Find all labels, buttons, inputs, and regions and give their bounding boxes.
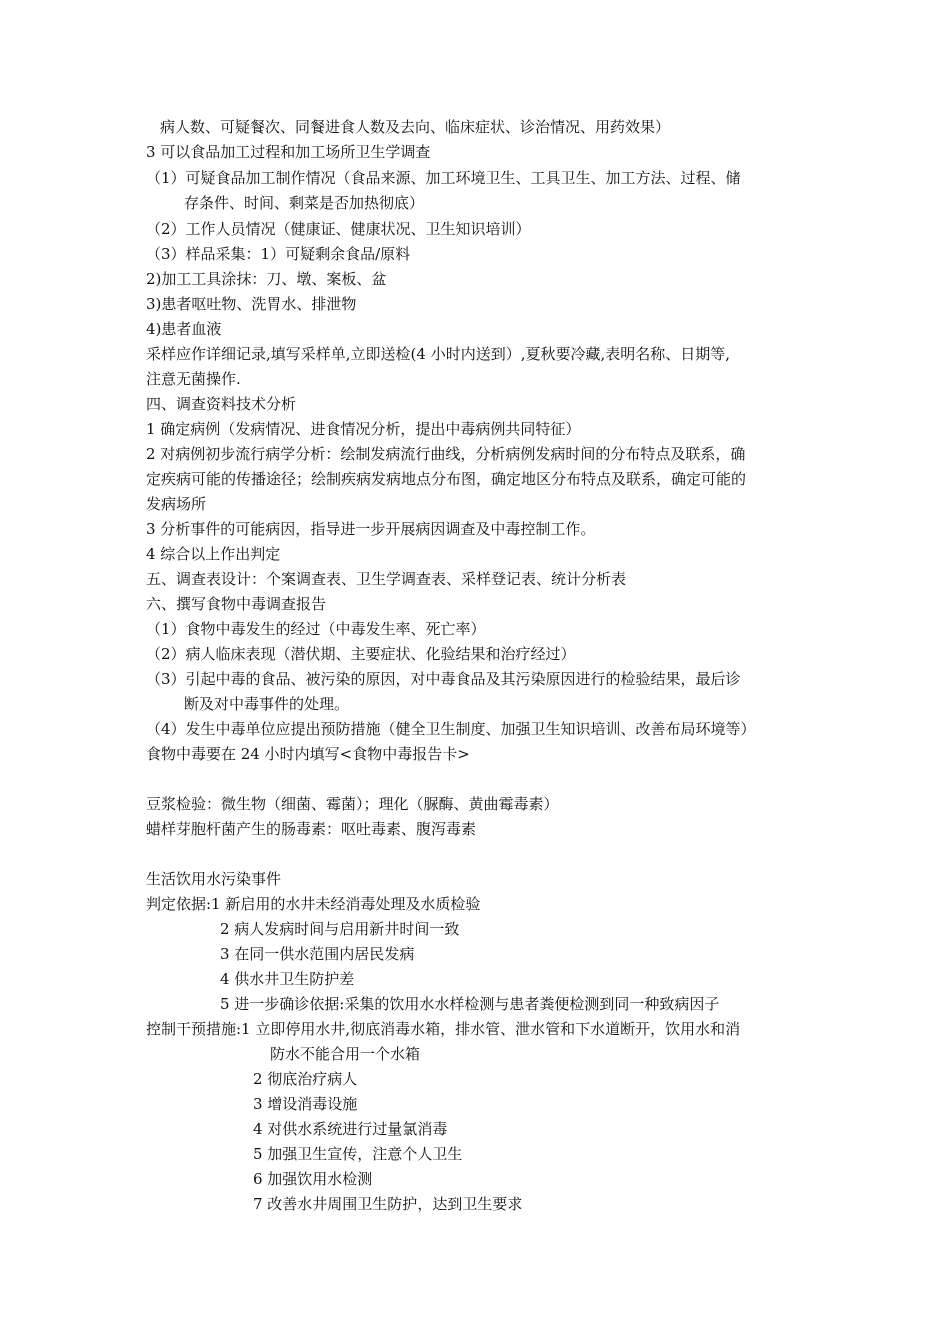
text-line: 4)患者血液 <box>146 320 222 338</box>
text-line: 3)患者呕吐物、洗胃水、排泄物 <box>146 295 357 313</box>
text-line: 豆浆检验：微生物（细菌、霉菌）；理化（脲酶、黄曲霉毒素） <box>146 795 559 813</box>
section-heading: 四、调查资料技术分析 <box>146 395 297 413</box>
text-line: 注意无菌操作. <box>146 370 241 388</box>
text-line: 采样应作详细记录,填写采样单,立即送检(4 小时内送到）,夏秋要冷藏,表明名称、日期等, <box>146 345 731 363</box>
section-heading: 生活饮用水污染事件 <box>146 870 282 888</box>
text-line: （1）食物中毒发生的经过（中毒发生率、死亡率） <box>146 620 486 638</box>
text-line: 3 分析事件的可能病因，指导进一步开展病因调查及中毒控制工作。 <box>146 520 596 538</box>
text-line: （3）引起中毒的食品、被污染的原因，对中毒食品及其污染原因进行的检验结果，最后诊 <box>146 670 741 688</box>
text-line: （2）工作人员情况（健康证、健康状况、卫生知识培训） <box>146 220 531 238</box>
text-line: 存条件、时间、剩菜是否加热彻底） <box>184 194 425 212</box>
text-line: 5 进一步确诊依据:采集的饮用水水样检测与患者粪便检测到同一种致病因子 <box>220 995 720 1013</box>
text-line: （2）病人临床表现（潜伏期、主要症状、化验结果和治疗经过） <box>146 645 576 663</box>
text-line: 1 确定病例（发病情况、进食情况分析，提出中毒病例共同特征） <box>146 420 581 438</box>
section-heading: 五、调查表设计：个案调查表、卫生学调查表、采样登记表、统计分析表 <box>146 570 627 588</box>
text-line: 4 综合以上作出判定 <box>146 545 281 563</box>
section-heading: 六、撰写食物中毒调查报告 <box>146 595 327 613</box>
text-line: 防水不能合用一个水箱 <box>270 1045 421 1063</box>
text-line: 食物中毒要在 24 小时内填写<食物中毒报告卡> <box>146 745 470 763</box>
text-line: 2)加工工具涂抹：刀、墩、案板、盆 <box>146 270 387 288</box>
text-line: 蜡样芽胞杆菌产生的肠毒素：呕吐毒素、腹泻毒素 <box>146 820 477 838</box>
text-line: 判定依据:1 新启用的水井未经消毒处理及水质检验 <box>146 895 481 913</box>
text-line: （4）发生中毒单位应提出预防措施（健全卫生制度、加强卫生知识培训、改善布局环境等） <box>146 720 756 738</box>
text-line: 2 彻底治疗病人 <box>253 1070 358 1088</box>
text-line: 3 可以食品加工过程和加工场所卫生学调查 <box>146 143 431 161</box>
text-line: 发病场所 <box>146 495 207 513</box>
text-line: 断及对中毒事件的处理。 <box>184 695 350 713</box>
text-line: 2 对病例初步流行病学分析：绘制发病流行曲线，分析病例发病时间的分布特点及联系，确 <box>146 445 746 463</box>
text-line: 4 对供水系统进行过量氯消毒 <box>253 1120 448 1138</box>
text-line: 6 加强饮用水检测 <box>253 1170 373 1188</box>
text-line: 5 加强卫生宣传，注意个人卫生 <box>253 1145 463 1163</box>
text-line: 病人数、可疑餐次、同餐进食人数及去向、临床症状、诊治情况、用药效果） <box>160 118 671 136</box>
text-line: 定疾病可能的传播途径；绘制疾病发病地点分布图，确定地区分布特点及联系，确定可能的 <box>146 470 747 488</box>
text-line: （3）样品采集：1）可疑剩余食品/原料 <box>146 245 411 263</box>
text-line: （1）可疑食品加工制作情况（食品来源、加工环境卫生、工具卫生、加工方法、过程、储 <box>146 169 741 187</box>
text-line: 控制干预措施:1 立即停用水井,彻底消毒水箱，排水管、泄水管和下水道断开，饮用水和消 <box>146 1020 741 1038</box>
text-line: 2 病人发病时间与启用新井时间一致 <box>220 920 460 938</box>
text-line: 3 在同一供水范围内居民发病 <box>220 945 415 963</box>
text-line: 3 增设消毒设施 <box>253 1095 358 1113</box>
text-line: 4 供水井卫生防护差 <box>220 970 355 988</box>
text-line: 7 改善水井周围卫生防护，达到卫生要求 <box>253 1195 523 1213</box>
